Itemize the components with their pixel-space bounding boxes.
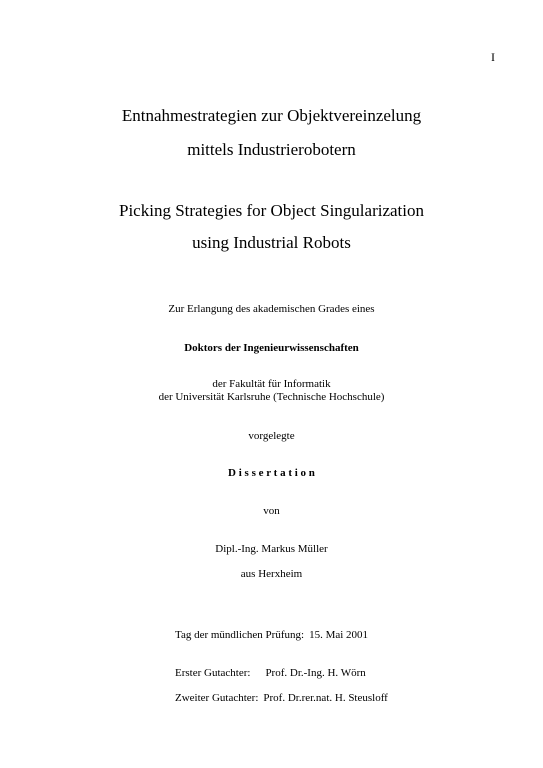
second-reviewer-label: Zweiter Gutachter: xyxy=(175,692,259,704)
author-origin: aus Herxheim xyxy=(240,568,303,580)
by-text: von xyxy=(263,505,280,517)
english-title-line-2: using Industrial Robots xyxy=(192,233,351,252)
university-text: der Universität Karlsruhe (Technische Hochschule) xyxy=(158,391,385,403)
first-reviewer-line xyxy=(175,667,366,679)
degree-purpose-text: Zur Erlangung des akademischen Grades eines xyxy=(168,303,375,315)
german-title-line-2: mittels Industrierobotern xyxy=(187,140,356,159)
degree-name: Doktors der Ingenieurwissenschaften xyxy=(184,342,359,354)
exam-date-label: Tag der mündlichen Prüfung: xyxy=(175,629,305,641)
first-reviewer-label: Erster Gutachter: xyxy=(175,667,251,679)
second-reviewer-line xyxy=(175,692,388,704)
author-name: Dipl.-Ing. Markus Müller xyxy=(215,543,328,555)
faculty-text: der Fakultät für Informatik xyxy=(212,378,331,390)
english-title-line-1: Picking Strategies for Object Singularization xyxy=(119,201,424,220)
second-reviewer-name: Prof. Dr.rer.nat. H. Steusloff xyxy=(263,692,388,704)
page-number: I xyxy=(491,50,495,64)
german-title-line-1: Entnahmestrategien zur Objektvereinzelung xyxy=(121,106,422,125)
exam-date-value: 15. Mai 2001 xyxy=(309,629,369,641)
document-type: D i s s e r t a t i o n xyxy=(228,467,315,479)
first-reviewer-name: Prof. Dr.-Ing. H. Wörn xyxy=(265,667,366,679)
exam-date-line xyxy=(175,629,368,641)
submitted-text: vorgelegte xyxy=(248,430,295,442)
